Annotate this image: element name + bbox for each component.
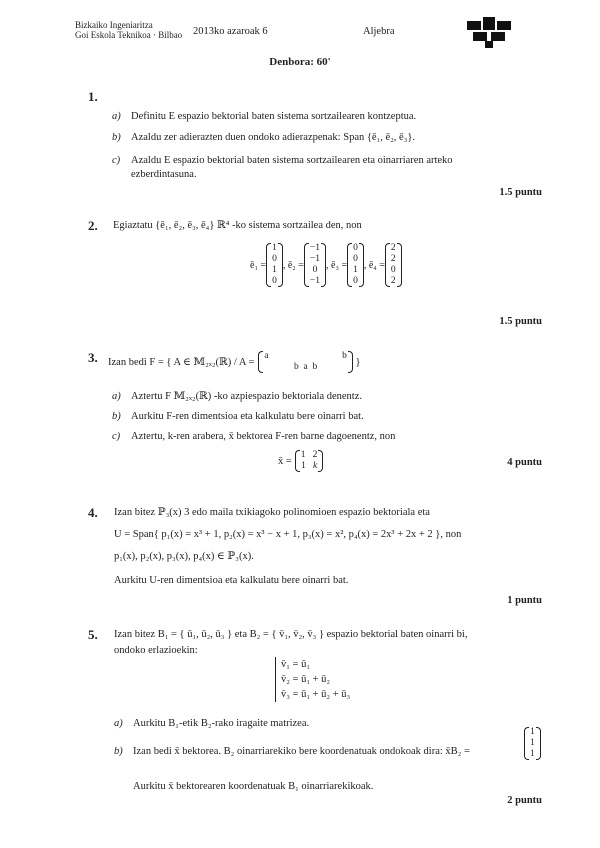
- q3-a-text: Aztertu F 𝕄₂ₓ₂(ℝ) -ko azpiespazio bektoriala denentz.: [131, 391, 363, 402]
- exam-date: 2013ko azaroak 6: [193, 26, 268, 37]
- q3-b-label: b): [112, 411, 121, 422]
- q5-a-text: Aurkitu B₁-etik B₂-rako iragaite matrizea.: [133, 718, 310, 729]
- relation-2: v̄₂ = ū₁ + ū₂: [281, 674, 331, 685]
- q3-c-label: c): [112, 431, 121, 442]
- q1-a-label: a): [112, 111, 121, 122]
- e1-label: ē₁ =: [250, 259, 267, 271]
- e4-vector: [385, 243, 402, 287]
- q4-text-3: p₁(x), p₂(x), p₃(x), p₄(x) ∈ ℙ₃(x).: [114, 551, 254, 562]
- q5-b-label: b): [114, 746, 123, 757]
- q2-points: 1.5 puntu: [499, 316, 542, 327]
- q1-c-text-1: Azaldu E espazio bektorial baten sistema sortzailearen eta oinarriaren arteko: [131, 155, 453, 166]
- e4-entry: 2: [390, 243, 396, 253]
- university-logo: [465, 15, 515, 49]
- e1-entry: 1: [272, 265, 277, 275]
- e1-entry: 0: [272, 254, 277, 264]
- q3-b-text: Aurkitu F-ren dimentsioa eta kalkulatu bere oinarri bat.: [131, 411, 364, 422]
- x-entry: k: [312, 461, 318, 471]
- e3-entry: 0: [353, 254, 358, 264]
- q3-matrix-entry: a: [303, 362, 308, 372]
- q5-number: 5.: [88, 627, 98, 642]
- university-line-2: Goi Eskola Teknikoa · Bilbao: [75, 30, 183, 40]
- q1-b-text: Azaldu zer adierazten duen ondoko adierazpenak: Span {ē₁, ē₂, ē₃}.: [131, 132, 416, 143]
- e4-entry: 0: [390, 265, 396, 275]
- q3-points: 4 puntu: [507, 457, 542, 468]
- q4-text-4: Aurkitu U-ren dimentsioa eta kalkulatu bere oinarri bat.: [114, 575, 349, 586]
- q5-a-label: a): [114, 718, 123, 729]
- q3-number: 3.: [88, 350, 98, 365]
- x-entry: 1: [301, 461, 306, 471]
- e3-entry: 0: [353, 243, 358, 253]
- q4-text-2: U = Span{ p₁(x) = x³ + 1, p₂(x) = x³ − x + 1, p₃(x) = x², p₄(x) = 2x³ + 2x + 2 }, non: [114, 529, 462, 540]
- e3-label: , ē₃ =: [326, 259, 348, 271]
- e3-vector: [347, 243, 364, 287]
- q3-text: Izan bedi F = { A ∈ 𝕄₂ₓ₂(ℝ) / A =: [108, 356, 255, 368]
- q3-matrix-entry: b: [312, 362, 318, 372]
- q3-x-vector: [278, 450, 323, 472]
- q4-text-1: Izan bitez ℙ₃(x) 3 edo maila txikiagoko polinomioen espazio bektoriala eta: [114, 507, 430, 518]
- q4-points: 1 puntu: [507, 595, 542, 606]
- q3-matrix-entry: a: [264, 351, 269, 361]
- coord-entry: 1: [530, 738, 535, 748]
- q1-c-label: c): [112, 155, 121, 166]
- e2-entry: −1: [309, 243, 321, 253]
- x-matrix: [295, 450, 324, 472]
- e1-vector: [266, 243, 283, 287]
- e4-label: , ē₄ =: [363, 259, 385, 271]
- q3-matrix-entry: b: [342, 351, 347, 361]
- q1-number: 1.: [88, 89, 98, 104]
- coord-entry: 1: [530, 749, 535, 759]
- e1-entry: 1: [272, 243, 277, 253]
- q5-coords-vector: [524, 727, 541, 760]
- q2-text: Egiaztatu {ē₁, ē₂, ē₃, ē₄} ℝ⁴ -ko sistema sortzailea den, non: [113, 220, 362, 231]
- q5-points: 2 puntu: [507, 795, 542, 806]
- q2-vectors: [250, 243, 402, 287]
- x-entry: 1: [300, 450, 306, 460]
- coords-matrix: [524, 727, 541, 760]
- relation-1: v̄₁ = ū₁: [281, 659, 310, 670]
- relation-3: v̄₃ = ū₁ + ū₂ + ū₃: [281, 689, 351, 700]
- q4-number: 4.: [88, 505, 98, 520]
- e4-entry: 2: [390, 254, 396, 264]
- q5-b-text-2: Aurkitu x̄ bektorearen koordenatuak B₁ oinarriarekikoak.: [133, 781, 374, 792]
- e4-entry: 2: [390, 276, 396, 286]
- q3-matrix-entry: b: [294, 362, 299, 372]
- q5-b-text: Izan bedi x̄ bektorea. B₂ oinarriarekiko bere koordenatuak ondokoak dira: x̄B₂ =: [133, 746, 470, 757]
- e2-entry: −1: [309, 276, 321, 286]
- q3-definition: Izan bedi F = { A ∈ 𝕄₂ₓ₂(ℝ) / A = a b b a b }: [108, 351, 361, 372]
- e2-label: , ē₂ =: [282, 259, 304, 271]
- e2-vector: [304, 243, 326, 287]
- q1-b-label: b): [112, 132, 121, 143]
- q5-text-2: ondoko erlazioekin:: [114, 645, 198, 656]
- e2-entry: −1: [309, 254, 321, 264]
- q3-a-label: a): [112, 391, 121, 402]
- x-entry: 2: [312, 450, 318, 460]
- x-label: x̄ =: [278, 455, 292, 467]
- e2-entry: 0: [312, 265, 318, 275]
- university-line-1: Bizkaiko Ingeniaritza: [75, 20, 153, 30]
- q2-number: 2.: [88, 218, 98, 233]
- e1-entry: 0: [272, 276, 277, 286]
- q1-a-text: Definitu E espazio bektorial baten sistema sortzailearen kontzeptua.: [131, 111, 417, 122]
- q1-c-text-2: ezberdintasuna.: [131, 169, 197, 180]
- coord-entry: 1: [530, 727, 535, 737]
- q5-text-1: Izan bitez B₁ = { ū₁, ū₂, ū₃ } eta B₂ = { v̄₁, v̄₂, v̄₃ } espazio bektorial baten oinarri bi,: [114, 629, 468, 640]
- q5-relations: [275, 657, 350, 702]
- q3-c-text: Aztertu, k-ren arabera, x̄ bektorea F-ren barne dagoenentz, non: [131, 431, 396, 442]
- q3-matrix: [258, 351, 352, 373]
- e3-entry: 1: [353, 265, 358, 275]
- q1-points: 1.5 puntu: [499, 187, 542, 198]
- time-limit: Denbora: 60': [269, 56, 331, 68]
- exam-subject: Aljebra: [363, 26, 395, 37]
- e3-entry: 0: [353, 276, 358, 286]
